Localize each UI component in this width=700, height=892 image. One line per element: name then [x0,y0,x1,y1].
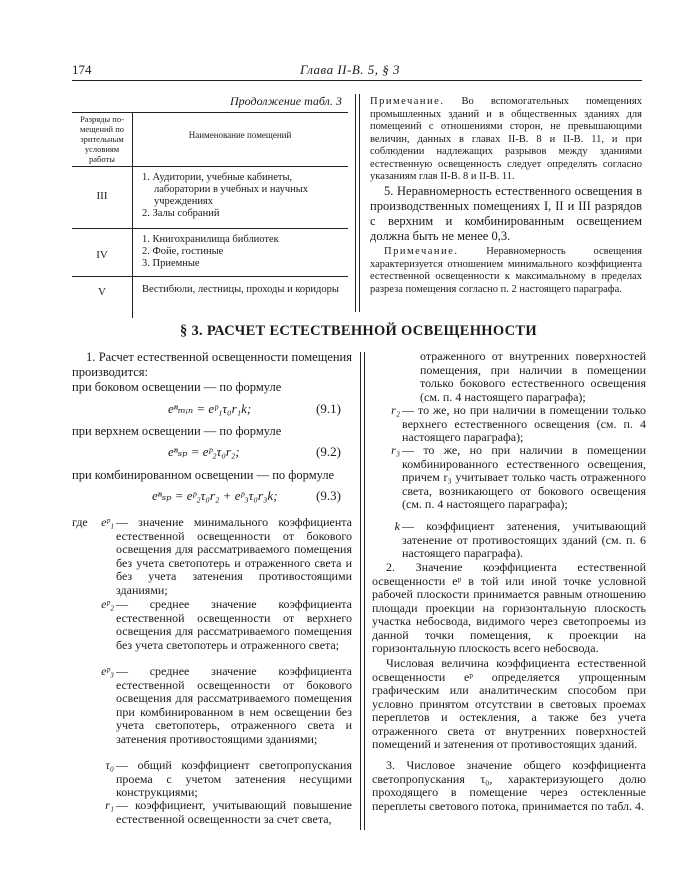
def-symbol: r₂ [391,403,400,417]
table-row-category: III [96,190,108,202]
running-title: Глава II-В. 5, § 3 [300,62,401,77]
table-continued-label: Продолжение табл. 3 [230,94,342,108]
top-lighting-label: при верхнем освещении — по формуле [72,424,282,438]
paragraph-2: 2. Значение коэффициента естественной освещенности eᵖ в той или иной точке условной рабочей плоскости принимается равным отношению площади проекции на горизонтальную плоскость участка небосвода, видимого через светопроемы из данной точки помещения, к проекции на горизонтальную плоскость всего небосвода. [372,560,646,655]
table-row-item: 2. Фойе, гостиные [142,246,224,257]
table-row-item: Вестибюли, лестницы, проходы и коридоры [142,284,339,295]
table-row-item: 1. Аудитории, учебные кабинеты, лаборатории в учебных и научных учреждениях [142,172,309,207]
table-row-rule [72,228,348,229]
column-divider [359,94,360,312]
note-2 [370,246,642,296]
table-top-rule [72,112,348,113]
header-rule [72,80,642,81]
table-row-items [142,234,348,270]
column-divider [360,352,361,830]
paragraph-3: Числовая величина коэффициента естественной освещенности eᵖ определяется упрощенным графическим или аналитическим способом при условно принятом отсутствии в световых проемах переплетов и остекления, а также без учета отраженного света от внутренних поверхностей помещений и затенения от противостоящих зданий. [372,656,646,751]
note-text: Во вспомогательных помещениях промышленных зданий и в общественных зданиях для помещений с отношениями сторон, не превышающими величин, данных в главах II-В. 8 и II-В. 11, и при соблюдении надлежащих разрывов между зданиями естественную освещенность следует определять согласно указаниям глав II-В. 8 и II-В. 11. [370,96,642,182]
combined-lighting-label: при комбинированном освещении — по формуле [72,468,335,482]
note-label: Примечание. [370,96,445,107]
table-row-category: IV [96,249,108,261]
section-title: § 3. РАСЧЕТ ЕСТЕСТВЕННОЙ ОСВЕЩЕННОСТИ [180,323,537,339]
def-symbol: eᵖ₃ [101,664,114,678]
def-text: — коэффициент затенения, учитывающий затенение от противостоящих зданий (см. п. 6 настоящего параграфа). [402,519,646,560]
note-1 [370,96,642,184]
r1-continuation: отраженного от внутренних поверхностей помещения, при наличии в помещении только бокового естественного освещения (см. п. 4 настоящего параграфа); [420,349,646,404]
table-header-rule [72,166,348,167]
def-text: — коэффициент, учитывающий повышение естественной освещенности за счет света, [116,798,352,826]
def-symbol: τ₀ [105,758,114,772]
paragraph-1: 1. Расчет естественной освещенности помещения производится: [72,350,352,379]
table-column-rule [132,112,133,318]
def-symbol: k [394,519,400,533]
table-row-items [142,172,348,220]
paragraph-4: 3. Числовое значение общего коэффициента светопропускания τ₀, характеризующего долю проходящего в помещение через остекленные переплеты светового потока, принимается по табл. 4. [372,758,646,813]
table-row-item: 2. Залы собраний [142,208,220,219]
def-text: — то же, но при наличии в помещении комбинированного естественного освещения, причем r₃ учитывает только часть отраженного света, возникающего от бокового освещения (см. п. 4 настоящего параграфа); [402,443,646,511]
note-text: Неравномерность освещения характеризуется отношением минимального коэффициента естественной освещенности к максимальному в пределах разреза помещения согласно п. 2 настоящего параграфа. [370,246,642,295]
def-text: — общий коэффициент светопропускания проема с учетом затенения несущими конструкциями; [116,758,352,799]
formula-9-3: eⁿₛₚ = eᵖ₂τ₀r₂ + eᵖ₃τ₀r₃k; [152,488,278,503]
table-header-category: Разряды по- мещений по зрительным условиям работы [79,114,125,164]
table-row-rule [72,276,348,277]
side-lighting-label: при боковом освещении — по формуле [72,380,282,394]
formula-9-2: eⁿₛₚ = eᵖ₂τ₀r₂; [168,444,240,459]
item-5: 5. Неравномерность естественного освещения в производственных помещениях I, II и III разрядов с верхним и комбинированным освещением должна быть не менее 0,3. [370,184,642,243]
table-row-items [142,284,348,296]
formula-9-1-number: (9.1) [316,401,341,416]
table-row-item: 1. Книгохранилища библиотек [142,234,279,245]
table-row-category: V [98,286,106,298]
def-text: — значение минимального коэффициента естественной освещенности от бокового освещения для рассматриваемого помещения без учета светопотерь и отраженного света и без учета затенения противостоящими зданиями; [116,515,352,597]
column-divider [355,94,356,312]
column-divider [364,352,365,830]
table-row-item: 3. Приемные [142,258,200,269]
def-text: — среднее значение коэффициента естественной освещенности от бокового освещения для рассматриваемого помещения при комбинированном в нем освещении без учета светопотерь, отраженного света и затенения противостоящими зданиями; [116,664,352,746]
def-symbol: eᵖ₁ [101,515,114,529]
def-text: — среднее значение коэффициента естественной освещенности от верхнего освещения для рассматриваемого помещения без учета светопотерь и отраженного света; [116,597,352,652]
def-symbol: eᵖ₂ [101,597,114,611]
def-text: — то же, но при наличии в помещении только верхнего естественного освещения (см. п. 4 настоящего параграфа); [402,403,646,444]
formula-9-2-number: (9.2) [316,444,341,459]
lighting-category-table [72,112,348,318]
formula-9-1: eⁿₘᵢₙ = eᵖ₁τ₀r₁k; [168,401,252,416]
note-label: Примечание. [384,246,459,257]
def-symbol: r₁ [105,798,114,812]
where-label: где [72,515,88,529]
formula-9-3-number: (9.3) [316,488,341,503]
table-header-room-name: Наименование помещений [188,130,292,140]
def-symbol: r₃ [391,443,400,457]
page-number: 174 [72,62,92,77]
